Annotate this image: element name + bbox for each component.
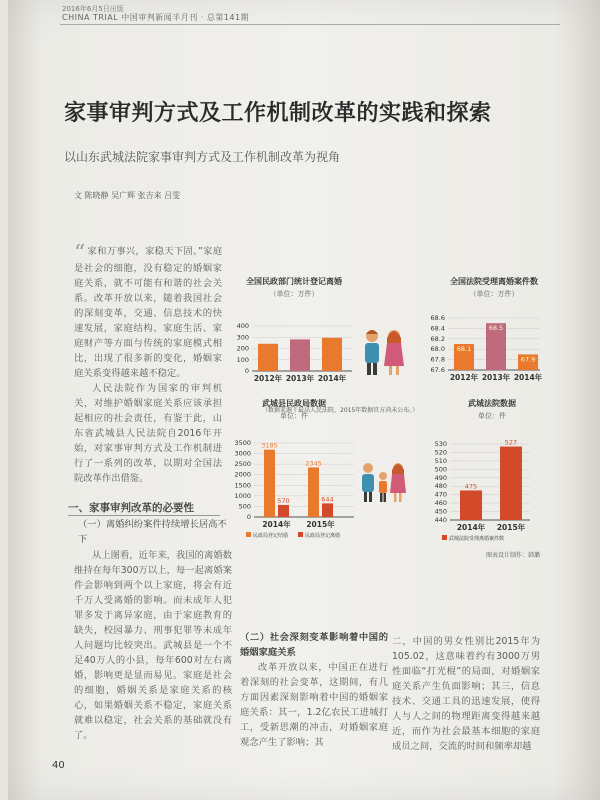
y-tick-label: 520 bbox=[434, 448, 447, 457]
chart-unit-label: 单位：件 bbox=[478, 412, 506, 420]
article-byline: 文 陈晓静 吴广辉 张吉来 吕雯 bbox=[74, 191, 181, 200]
y-tick-label: 2000 bbox=[234, 470, 251, 479]
y-tick-label: 530 bbox=[434, 440, 447, 448]
y-tick-label: 450 bbox=[434, 507, 447, 516]
bar-data-label: 67.9 bbox=[520, 355, 536, 364]
y-tick-label: 67.6 bbox=[430, 366, 445, 374]
issue-date: 2016年6月5日出版 bbox=[62, 5, 124, 13]
woman-dress-icon bbox=[390, 474, 406, 493]
bar bbox=[278, 505, 289, 517]
bar-data-label: 2345 bbox=[305, 459, 322, 468]
child-shirt-icon bbox=[379, 481, 387, 493]
bar-data-label: 68.5 bbox=[488, 324, 504, 333]
bar-data-label: 570 bbox=[277, 496, 290, 505]
x-tick-label: 2013年 bbox=[481, 373, 511, 382]
x-tick-label: 2012年 bbox=[253, 374, 283, 383]
man-leg-icon bbox=[367, 363, 371, 375]
legend-swatch bbox=[442, 535, 447, 540]
child-head-icon bbox=[379, 472, 387, 480]
y-tick-label: 460 bbox=[434, 499, 447, 508]
legend-label: 武城法院受理离婚案件数 bbox=[449, 536, 505, 542]
bar bbox=[322, 503, 333, 517]
child-leg-icon bbox=[384, 493, 387, 502]
y-tick-label: 2500 bbox=[234, 460, 251, 469]
y-tick-label: 68.2 bbox=[430, 334, 445, 343]
man-shirt-icon bbox=[365, 343, 379, 363]
woman-leg-icon bbox=[394, 493, 397, 502]
bar-data-label: 475 bbox=[464, 482, 478, 491]
section-1-subheading-1: （一）离婚纠纷案件持续增长居高不下 bbox=[78, 519, 227, 545]
woman-leg-icon bbox=[396, 366, 399, 375]
y-tick-label: 500 bbox=[434, 465, 447, 474]
body-column-1 bbox=[74, 548, 232, 743]
page-number: 40 bbox=[52, 760, 65, 771]
bar-data-label: 3185 bbox=[261, 441, 278, 450]
bar bbox=[500, 447, 522, 520]
lead-paragraph-2: 人民法院作为国家的审判机关，对维护婚姻家庭关系应该承担起相应的社会责任，有鉴于此，山东省武城县人民法院自2016年开始，对家事审判方式及工作机制进行了一系列的改革，以期对全国法院改革作出借鉴。 bbox=[74, 383, 222, 484]
x-tick-label: 2015年 bbox=[496, 523, 526, 532]
chart-title: 武城县民政局数据 bbox=[262, 399, 326, 408]
x-tick-label: 2013年 bbox=[285, 374, 315, 383]
man-leg-icon bbox=[364, 492, 367, 502]
y-tick-label: 0 bbox=[244, 367, 249, 375]
chart-credit: 图表设计制作：韩璐 bbox=[486, 552, 541, 559]
bar bbox=[322, 338, 342, 371]
x-tick-label: 2012年 bbox=[449, 373, 479, 382]
y-tick-label: 68.4 bbox=[430, 324, 445, 333]
y-tick-label: 3500 bbox=[234, 439, 251, 447]
chart-title: 全国法院受理离婚案件数 bbox=[450, 277, 538, 286]
body-paragraph-2: 改革开放以来，中国正在进行着深刻的社会变革，这期间，有几方面因素深刻影响着中国的婚姻家庭关系：其一，1.2亿农民工进城打工，受新思潮的冲击，对婚姻家庭观念产生了影响；其 bbox=[240, 662, 388, 748]
bar bbox=[258, 344, 278, 371]
y-tick-label: 490 bbox=[434, 473, 447, 482]
man-head-icon bbox=[363, 463, 373, 473]
y-tick-label: 470 bbox=[434, 490, 447, 499]
section-1-rule bbox=[68, 515, 220, 516]
chart-title: 武城法院数据 bbox=[468, 399, 516, 408]
body-paragraph-3: 二，中国的男女性别比2015年为105.02，这意味着约有3000万男性面临“打光棍”的局面，对婚姻家庭关系产生负面影响；其三，信息技术、交通工具的迅速发展，使得人与人之间的物理距离变得越来越近，而作为社会最基本细胞的家庭成员之间，交流的时间和频率却越 bbox=[392, 636, 540, 752]
y-tick-label: 480 bbox=[434, 482, 447, 491]
bar bbox=[460, 490, 482, 520]
infographic-svg bbox=[234, 268, 564, 568]
bar-data-label: 644 bbox=[321, 495, 334, 504]
y-tick-label: 100 bbox=[236, 355, 249, 364]
body-column-3 bbox=[392, 634, 540, 754]
infographic bbox=[234, 268, 564, 568]
legend-swatch bbox=[246, 532, 251, 537]
x-tick-label: 2014年 bbox=[317, 374, 347, 383]
quote-mark-icon: “ bbox=[74, 241, 86, 266]
section-1-subheading-2: （二）社会深刻变革影响着中国的婚姻家庭关系 bbox=[240, 632, 388, 658]
body-column-2 bbox=[240, 630, 388, 750]
chart-title: 全国民政部门统计登记离婚 bbox=[246, 277, 342, 286]
child-leg-icon bbox=[380, 493, 383, 502]
y-tick-label: 400 bbox=[236, 322, 249, 330]
x-tick-label: 2015年 bbox=[306, 520, 335, 529]
y-tick-label: 68.6 bbox=[430, 314, 445, 322]
family-illustration-bottom bbox=[362, 463, 406, 502]
bar bbox=[264, 450, 275, 517]
man-leg-icon bbox=[369, 492, 372, 502]
y-tick-label: 510 bbox=[434, 456, 447, 465]
article-title: 家事审判方式及工作机制改革的实践和探索 bbox=[64, 100, 492, 126]
x-tick-label: 2014年 bbox=[456, 523, 486, 532]
y-tick-label: 300 bbox=[236, 333, 249, 342]
chart-unit-label: 单位：件 bbox=[280, 412, 308, 420]
data-source-note: （数据来源于最高人民法院，2015年数据官方尚未公布。） bbox=[262, 407, 419, 414]
lead-paragraph-1: “ 家和万事兴，家稳天下固。”家庭是社会的细胞，没有稳定的婚姻家庭关系，就不可能有和谐的社会关系。改革开放以来，随着我国社会的深刻变革，交通、信息技术的快速发展，家庭结构、家庭生活、家庭财产等方面与传统的家庭模式相比，出现了很多新的变化，婚姻家庭关系变得越来越不稳定。 bbox=[74, 241, 222, 379]
y-tick-label: 440 bbox=[434, 516, 447, 524]
woman-leg-icon bbox=[389, 366, 392, 375]
bar bbox=[290, 339, 310, 371]
legend-label: 民政局登记离婚 bbox=[305, 533, 341, 539]
chart-unit-label: （单位：万件） bbox=[469, 290, 519, 298]
legend-swatch bbox=[298, 532, 303, 537]
y-tick-label: 1500 bbox=[234, 481, 251, 490]
bar-data-label: 68.1 bbox=[456, 345, 472, 353]
chart-unit-label: （单位：万件） bbox=[269, 290, 319, 298]
man-hair-icon bbox=[366, 330, 378, 334]
x-tick-label: 2014年 bbox=[513, 373, 543, 382]
y-tick-label: 0 bbox=[246, 513, 251, 521]
bar bbox=[308, 467, 319, 517]
y-tick-label: 1000 bbox=[234, 491, 251, 500]
man-leg-icon bbox=[373, 363, 377, 375]
lead-column bbox=[74, 241, 222, 486]
y-tick-label: 68.0 bbox=[430, 345, 445, 354]
y-tick-label: 500 bbox=[238, 502, 251, 511]
y-tick-label: 67.8 bbox=[430, 355, 445, 364]
article-subtitle: 以山东武城法院家事审判方式及工作机制改革为视角 bbox=[64, 150, 341, 164]
couple-illustration-top bbox=[365, 330, 404, 375]
header-rule bbox=[60, 24, 560, 25]
journal-name: CHINA TRIAL 中国审判新闻半月刊 · 总第141期 bbox=[62, 13, 250, 22]
legend-label: 民政局登记结婚 bbox=[253, 533, 289, 539]
man-shirt-icon bbox=[362, 474, 374, 492]
y-tick-label: 3000 bbox=[234, 449, 251, 458]
woman-leg-icon bbox=[399, 493, 402, 502]
bar-data-label: 527 bbox=[504, 438, 518, 447]
x-tick-label: 2014年 bbox=[262, 520, 291, 529]
y-tick-label: 200 bbox=[236, 344, 249, 353]
section-1-title: 一、家事审判改革的必要性 bbox=[68, 502, 194, 514]
body-paragraph-1: 从上图看，近年来，我国的离婚数维持在每年300万以上，每一起离婚案件会影响到两个以上家庭，将会有近千万人受离婚的影响。而未成年人犯罪多发于离异家庭，由于家庭教育的缺失，校园暴力、刑事犯罪等未成年人问题均比较突出。武城县是一个不足40万人的小县，每年600对左右离婚，影响更是显而易见。家庭是社会的细胞，婚姻关系是家庭关系的核心，如果婚姻关系不稳定，家庭关系就难以稳定，社会关系的基础就没有了。 bbox=[74, 550, 232, 741]
woman-dress-icon bbox=[384, 343, 404, 366]
magazine-page bbox=[8, 0, 600, 800]
